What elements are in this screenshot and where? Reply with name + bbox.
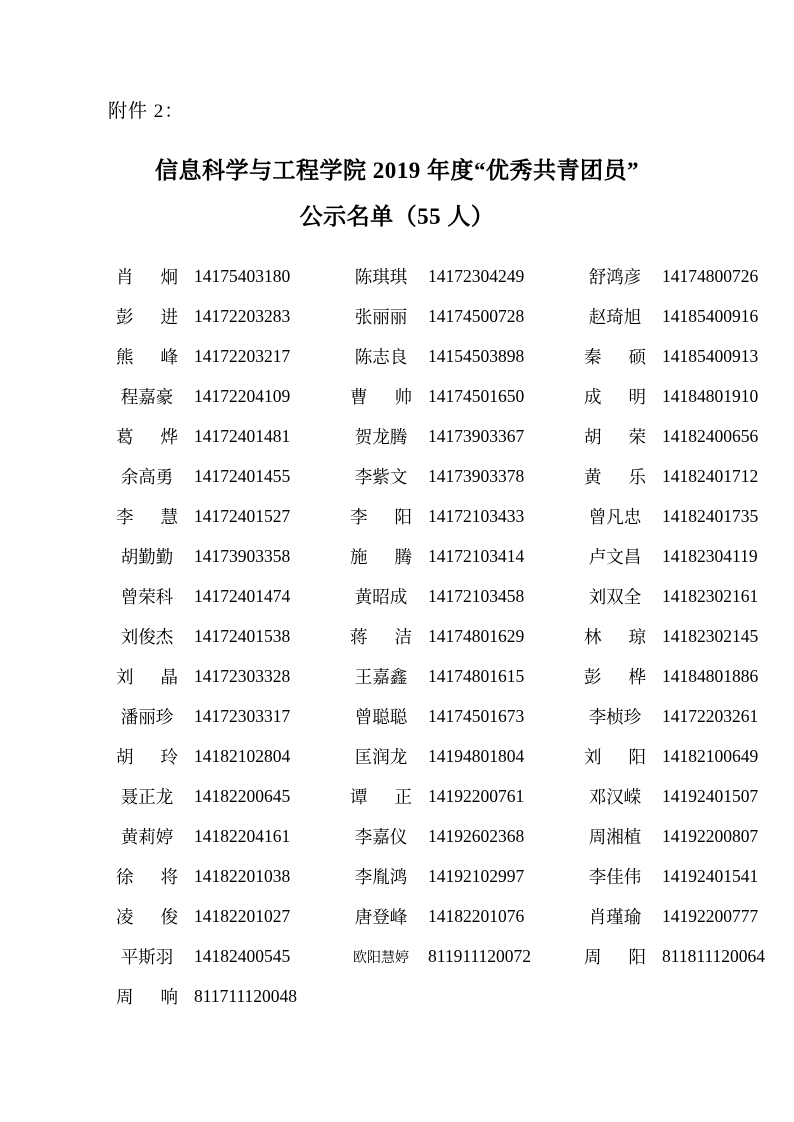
- column-gap: [316, 376, 338, 416]
- title-line-1: 信息科学与工程学院 2019 年度“优秀共青团员”: [155, 158, 639, 183]
- column-gap: [550, 936, 572, 976]
- student-id: 14172401527: [194, 505, 291, 526]
- student-id: 14172401481: [194, 425, 291, 446]
- column-gap: [550, 536, 572, 576]
- student-id: 14174801629: [428, 625, 525, 646]
- column-gap: [316, 256, 338, 296]
- student-name: [572, 976, 658, 1016]
- student-name: 胡玲: [116, 746, 178, 767]
- student-name: 成明: [584, 386, 646, 407]
- student-name: 潘丽珍: [120, 706, 174, 727]
- student-name: 曾荣科: [120, 586, 174, 607]
- column-gap: [316, 296, 338, 336]
- student-id: 14174501650: [428, 385, 525, 406]
- student-id: 14172303328: [194, 665, 291, 686]
- student-name: 林琼: [584, 626, 646, 647]
- student-id: 14174500728: [428, 305, 525, 326]
- column-gap: [550, 616, 572, 656]
- page-title: [104, 153, 690, 234]
- student-name: 葛烨: [116, 426, 178, 447]
- student-name: 徐将: [116, 866, 178, 887]
- student-id: 14172103458: [428, 585, 525, 606]
- student-id: 14172103414: [428, 545, 525, 566]
- student-name: 刘俊杰: [120, 626, 174, 647]
- student-name: 李慧: [116, 506, 178, 527]
- table-row: [104, 656, 784, 696]
- student-name: 曾凡忠: [588, 506, 642, 527]
- student-id: 811711120048: [194, 985, 298, 1006]
- column-gap: [316, 576, 338, 616]
- student-name: 赵琦旭: [588, 306, 642, 327]
- student-name: 刘晶: [116, 666, 178, 687]
- student-name: 陈琪琪: [354, 266, 408, 287]
- student-id: 14192401541: [662, 865, 759, 886]
- student-id: 14174801615: [428, 665, 525, 686]
- student-name: 匡润龙: [354, 746, 408, 767]
- student-name: 黄莉婷: [120, 826, 174, 847]
- student-id: 14173903378: [428, 465, 525, 486]
- column-gap: [550, 976, 572, 1016]
- column-gap: [316, 936, 338, 976]
- student-name: 李佳伟: [588, 866, 642, 887]
- student-name: 凌俊: [116, 906, 178, 927]
- table-row: [104, 376, 784, 416]
- student-id: 14185400913: [662, 345, 759, 366]
- student-id: 14192102997: [428, 865, 525, 886]
- student-id: 14154503898: [428, 345, 525, 366]
- student-id: 14184801886: [662, 665, 759, 686]
- student-name: 曾聪聪: [354, 706, 408, 727]
- student-id: 14182102804: [194, 745, 291, 766]
- student-id: 14172103433: [428, 505, 525, 526]
- student-name: 余高勇: [120, 466, 174, 487]
- student-id: 811811120064: [662, 945, 766, 966]
- student-id: 14172303317: [194, 705, 291, 726]
- student-name: [338, 976, 424, 1016]
- table-row: [104, 616, 784, 656]
- student-name: 张丽丽: [354, 306, 408, 327]
- student-id: 811911120072: [428, 945, 532, 966]
- column-gap: [316, 616, 338, 656]
- student-id: 14192602368: [428, 825, 525, 846]
- student-id: 14182201038: [194, 865, 291, 886]
- student-name: 熊峰: [116, 346, 178, 367]
- student-name: 秦硕: [584, 346, 646, 367]
- student-id: 14172203261: [662, 705, 759, 726]
- student-name: 周响: [116, 986, 178, 1007]
- student-id: 14182204161: [194, 825, 291, 846]
- student-name: 贺龙腾: [354, 426, 408, 447]
- student-name: 黄昭成: [354, 586, 408, 607]
- student-id: 14182201076: [428, 905, 525, 926]
- student-name: 胡勤勤: [120, 546, 174, 567]
- student-id: 14192401507: [662, 785, 759, 806]
- column-gap: [550, 456, 572, 496]
- student-name: 平斯羽: [120, 946, 174, 967]
- student-name: 李胤鸿: [354, 866, 408, 887]
- student-name: 周阳: [584, 946, 646, 967]
- student-name: 卢文昌: [588, 546, 642, 567]
- student-id: 14182401712: [662, 465, 759, 486]
- table-row: [104, 256, 784, 296]
- student-name: 李紫文: [354, 466, 408, 487]
- student-id: 14192200807: [662, 825, 759, 846]
- student-id: 14172203283: [194, 305, 291, 326]
- table-row: [104, 536, 784, 576]
- student-id: 14172204109: [194, 385, 291, 406]
- student-name: 李桢珍: [588, 706, 642, 727]
- column-gap: [550, 656, 572, 696]
- student-name: 欧阳慧婷: [353, 950, 409, 966]
- student-id: 14192200761: [428, 785, 525, 806]
- student-id: 14182200645: [194, 785, 291, 806]
- column-gap: [550, 336, 572, 376]
- roster-table: [104, 256, 784, 1016]
- student-name: 曹帅: [350, 386, 412, 407]
- student-id: 14172304249: [428, 265, 525, 286]
- student-name: 唐登峰: [354, 906, 408, 927]
- column-gap: [550, 736, 572, 776]
- student-id: 14172401474: [194, 585, 291, 606]
- student-id: 14182304119: [662, 545, 758, 566]
- column-gap: [550, 776, 572, 816]
- student-id: 14185400916: [662, 305, 759, 326]
- student-name: 黄乐: [584, 466, 646, 487]
- table-row: [104, 456, 784, 496]
- student-name: 肖瑾瑜: [588, 906, 642, 927]
- student-name: 邓汉嵘: [588, 786, 642, 807]
- student-name: 蒋洁: [350, 626, 412, 647]
- student-id: 14173903358: [194, 545, 291, 566]
- title-line-2: 公示名单（55 人）: [299, 203, 495, 229]
- column-gap: [316, 976, 338, 1016]
- table-row: [104, 696, 784, 736]
- table-row: [104, 576, 784, 616]
- table-row: [104, 736, 784, 776]
- column-gap: [550, 496, 572, 536]
- column-gap: [550, 856, 572, 896]
- student-name: 胡荣: [584, 426, 646, 447]
- student-id: 14175403180: [194, 265, 291, 286]
- student-name: 王嘉鑫: [354, 666, 408, 687]
- column-gap: [316, 856, 338, 896]
- student-name: 刘阳: [584, 746, 646, 767]
- student-id: 14172401455: [194, 465, 291, 486]
- student-id: 14182400656: [662, 425, 759, 446]
- student-name: 舒鸿彦: [588, 266, 642, 287]
- table-row: [104, 336, 784, 376]
- student-id: 14172401538: [194, 625, 291, 646]
- student-id: 14182302145: [662, 625, 759, 646]
- student-id: [658, 976, 784, 1016]
- student-id: 14182201027: [194, 905, 291, 926]
- column-gap: [550, 376, 572, 416]
- student-id: 14182400545: [194, 945, 291, 966]
- table-row: [104, 496, 784, 536]
- student-name: 肖炯: [116, 266, 178, 287]
- column-gap: [316, 656, 338, 696]
- column-gap: [550, 416, 572, 456]
- student-id: 14184801910: [662, 385, 759, 406]
- student-id: 14182401735: [662, 505, 759, 526]
- table-row: [104, 936, 784, 976]
- roster-table-body: [104, 256, 784, 1016]
- student-name: 程嘉豪: [120, 386, 174, 407]
- student-id: 14172203217: [194, 345, 291, 366]
- student-id: 14194801804: [428, 745, 525, 766]
- column-gap: [316, 416, 338, 456]
- table-row: [104, 776, 784, 816]
- attachment-label: 附件 2：: [108, 101, 185, 122]
- column-gap: [550, 816, 572, 856]
- column-gap: [316, 496, 338, 536]
- student-name: 施腾: [350, 546, 412, 567]
- student-name: 聂正龙: [120, 786, 174, 807]
- column-gap: [550, 576, 572, 616]
- column-gap: [316, 736, 338, 776]
- student-name: 陈志良: [354, 346, 408, 367]
- column-gap: [316, 776, 338, 816]
- student-id: 14174501673: [428, 705, 525, 726]
- student-id: 14173903367: [428, 425, 525, 446]
- student-name: 彭桦: [584, 666, 646, 687]
- column-gap: [316, 896, 338, 936]
- column-gap: [550, 296, 572, 336]
- column-gap: [316, 456, 338, 496]
- student-id: 14182302161: [662, 585, 759, 606]
- student-id: 14174800726: [662, 265, 759, 286]
- student-name: 谭正: [350, 786, 412, 807]
- column-gap: [316, 816, 338, 856]
- column-gap: [550, 696, 572, 736]
- student-id: 14192200777: [662, 905, 759, 926]
- student-name: 李阳: [350, 506, 412, 527]
- student-name: 周湘植: [588, 826, 642, 847]
- table-row: [104, 416, 784, 456]
- student-name: 刘双全: [588, 586, 642, 607]
- table-row: [104, 976, 784, 1016]
- table-row: [104, 896, 784, 936]
- column-gap: [550, 896, 572, 936]
- column-gap: [316, 696, 338, 736]
- table-row: [104, 856, 784, 896]
- table-row: [104, 816, 784, 856]
- student-name: 彭进: [116, 306, 178, 327]
- table-row: [104, 296, 784, 336]
- student-id: [424, 976, 550, 1016]
- student-id: 14182100649: [662, 745, 759, 766]
- column-gap: [550, 256, 572, 296]
- column-gap: [316, 336, 338, 376]
- column-gap: [316, 536, 338, 576]
- student-name: 李嘉仪: [354, 826, 408, 847]
